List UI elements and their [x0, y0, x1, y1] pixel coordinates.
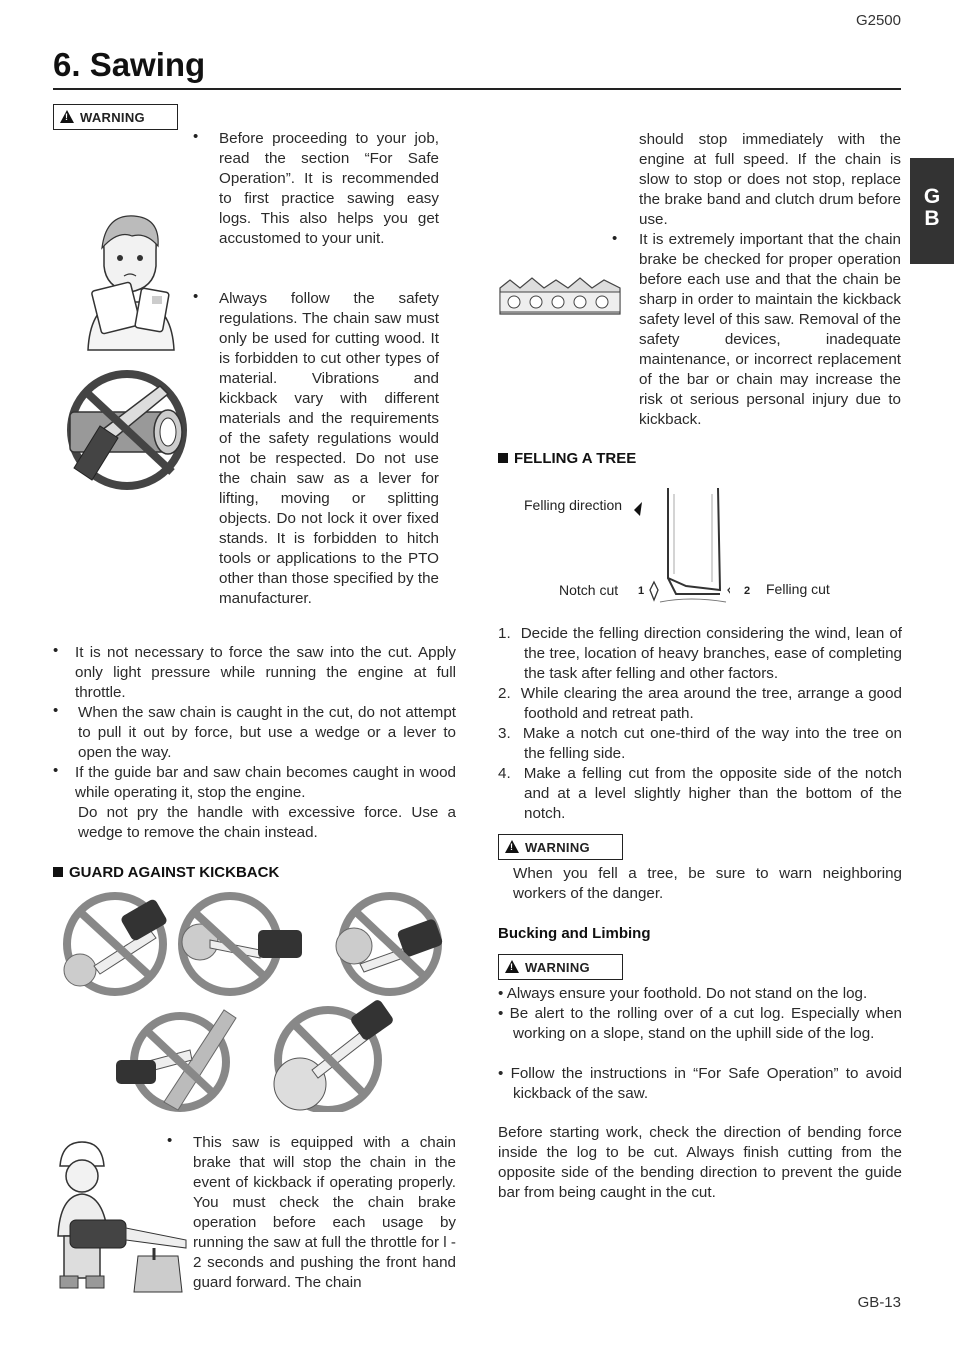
- bullet-dot: •: [53, 702, 59, 719]
- paragraph-chain-stop: should stop immediately with the engine at full speed. If the chain is slow to stop or does not stop, replace the brake band and clutch drum before use.: [639, 131, 901, 228]
- kickback-illustrations: [60, 890, 445, 1112]
- felling-step-3: 3. Make a notch cut one-third of the way into the tree on the felling side.: [498, 725, 902, 762]
- warning-text: WARNING: [80, 110, 145, 125]
- paragraph-safety-regulations: Always follow the safety regulations. The chain saw must only be used for cutting wood. It is forbidden to cut other types of material. Vibrations and kickback vary with different materials and the requirements of the safety regulations would not be respected. Do not use the chain saw as a lever for lifting, moving or splitting objects. Do not lock it over fixed stands. It is forbidden to hitch tools or applications to the PTO other than those specified by the manufacturer.: [219, 290, 439, 607]
- chain-teeth-illustration: [498, 270, 622, 316]
- warning-text: WARNING: [525, 960, 590, 975]
- bullet-dot: •: [53, 762, 59, 779]
- bucking-item-rolling: • Be alert to the rolling over of a cut log. Especially when working on a slope, stand on the uphill side of the log.: [498, 1005, 902, 1042]
- warning-label: [498, 954, 623, 980]
- warning-triangle-icon: [60, 110, 74, 123]
- paragraph-wedge: Do not pry the handle with excessive force. Use a wedge to remove the chain instead.: [78, 804, 456, 841]
- paragraph-guide-bar-caught: If the guide bar and saw chain becomes caught in wood while operating it, stop the engine.: [75, 764, 456, 801]
- operator-illustration: [50, 1136, 190, 1296]
- bucking-item-kickback: • Follow the instructions in “For Safe Operation” to avoid kickback of the saw.: [498, 1065, 902, 1102]
- felling-cut-label: Felling cut: [766, 581, 830, 597]
- kickback-no-sign-3: [336, 896, 444, 992]
- warning-label: [498, 834, 623, 860]
- felling-direction-label: Felling direction: [524, 497, 623, 513]
- kickback-no-sign-5: [274, 998, 395, 1110]
- paragraph-practice: Before proceeding to your job, read the section “For Safe Operation”. It is recommended to first practice sawing easy logs. This also helps you get accustomed to your unit.: [219, 130, 439, 247]
- page-title: 6. Sawing: [53, 46, 206, 83]
- bullet-dot: •: [53, 642, 59, 659]
- model-number: G2500: [855, 12, 901, 29]
- paragraph-bending-force: Before starting work, check the direction of bending force inside the log to be cut. Always finish cutting from the opposite side of the bending direction to prevent the guide bar from being caught in the cut.: [498, 1124, 902, 1201]
- kickback-no-sign-2: [182, 896, 302, 992]
- no-cutting-pipe-illustration: [64, 368, 190, 492]
- tree-trunk-drawing: [630, 486, 730, 606]
- tree-felling-diagram: [498, 480, 902, 605]
- reading-man-illustration: [84, 210, 176, 352]
- cut-number-1: 1: [638, 585, 645, 597]
- warning-triangle-icon: [505, 960, 519, 973]
- paragraph-chain-brake: This saw is equipped with a chain brake that will stop the chain in the event of kickback if operating properly. You must check the chain brake operation before each usage by running the saw at full the throttle for l - 2 seconds and pushing the front hand guard forward. The chain: [193, 1134, 456, 1291]
- title-rule: [53, 88, 901, 90]
- square-bullet-icon: [498, 453, 508, 463]
- felling-step-4: 4. Make a felling cut from the opposite side of the notch and at a level slightly higher than the bottom of the notch.: [498, 765, 902, 822]
- bullet-dot: •: [167, 1132, 173, 1149]
- kickback-no-sign-4: [116, 1010, 236, 1110]
- bullet-dot: •: [193, 128, 199, 145]
- warning-triangle-icon: [505, 840, 519, 853]
- bucking-heading: Bucking and Limbing: [498, 925, 651, 942]
- warning-text: WARNING: [525, 840, 590, 855]
- notch-cut-label: Notch cut: [559, 582, 619, 598]
- felling-step-1: 1. Decide the felling direction considering the wind, lean of the tree, location of heavy branches, ease of completing the task after felling and other factors.: [498, 625, 902, 682]
- bullet-dot: •: [193, 288, 199, 305]
- language-tab: [910, 158, 954, 264]
- page-number: GB-13: [857, 1294, 901, 1311]
- paragraph-force-saw: It is not necessary to force the saw into the cut. Apply only light pressure while running the engine at full throttle.: [75, 644, 456, 701]
- felling-step-2: 2. While clearing the area around the tree, arrange a good foothold and retreat path.: [498, 685, 902, 722]
- paragraph-brake-check: It is extremely important that the chain brake be checked for proper operation before each use and that the chain be sharp in order to maintain the kickback safety level of this saw. Removal of the safety devices, inadequate maintenance, or incorrect replacement of the bar or chain may increase the risk ot serious personal injury due to kickback.: [639, 231, 901, 428]
- square-bullet-icon: [53, 867, 63, 877]
- paragraph-warn-neighbors: When you fell a tree, be sure to warn neighboring workers of the danger.: [513, 865, 902, 902]
- language-tab-line: B: [924, 207, 940, 230]
- language-tab-line: G: [923, 185, 941, 208]
- bullet-dot: •: [612, 230, 618, 247]
- kickback-no-sign-1: [64, 896, 168, 992]
- paragraph-chain-caught: When the saw chain is caught in the cut, do not attempt to pull it out by force, but use a wedge or a lever to open the way.: [78, 704, 456, 761]
- cut-number-2: 2: [744, 585, 751, 597]
- bucking-item-foothold: • Always ensure your foothold. Do not stand on the log.: [498, 985, 868, 1002]
- felling-heading: FELLING A TREE: [498, 450, 636, 467]
- kickback-heading: GUARD AGAINST KICKBACK: [53, 864, 279, 881]
- warning-label: [53, 104, 178, 130]
